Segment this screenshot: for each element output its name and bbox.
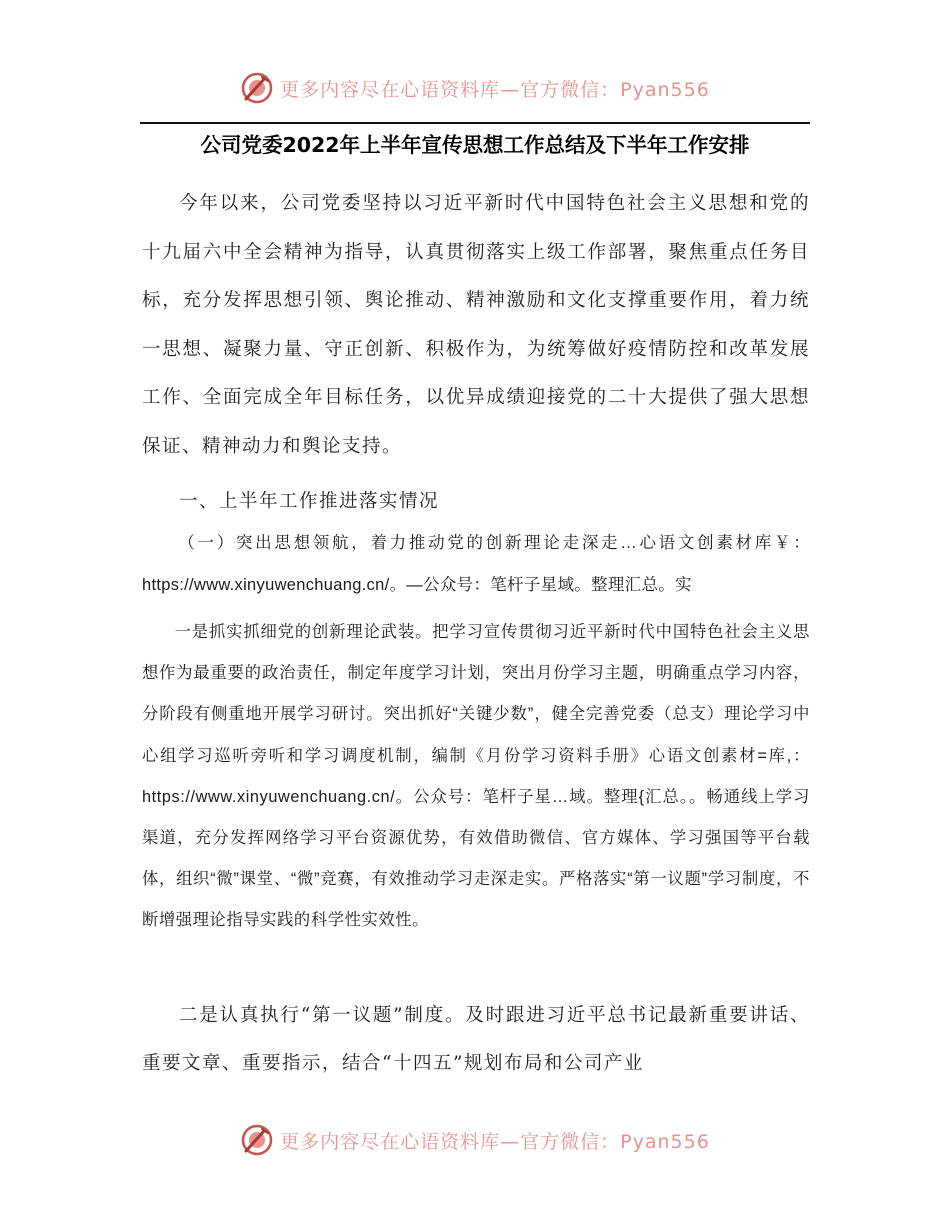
item-one-paragraph: 一是抓实抓细党的创新理论武装。把学习宣传贯彻习近平新时代中国特色社会主义思想作为最重要的政治责任，制定年度学习计划，突出月份学习主题，明确重点学习内容，分阶段有侧重地开展学习研讨。突出抓好“关键少数”，健全完善党委（总支）理论学习中心组学习巡听旁听和学习调度机制，编制《月份学习资料手册》心语文创素材=库,：https://www.xinyuwenchuang.cn/。公众号：笔杆子星…域。整理{汇总。。畅通线上学习渠道，充分发挥网络学习平台资源优势，有效借助微信、官方媒体、学习强国等平台载体，组织“微”课堂、“微”竞赛，有效推动学习走深走实。严格落实“第一议题”学习制度，不断增强理论指导实践的科学性实效性。 xyxy=(142,623,810,930)
section-heading: 一、上半年工作推进落实情况 xyxy=(179,491,440,512)
item-two-paragraph: 二是认真执行“第一议题”制度。及时跟进习近平总书记最新重要讲话、重要文章、重要指示，结合“十四五”规划布局和公司产业 xyxy=(142,1005,810,1074)
intro-paragraph: 今年以来，公司党委坚持以习近平新时代中国特色社会主义思想和党的十九届六中全会精神为指导，认真贯彻落实上级工作部署，聚焦重点任务目标，充分发挥思想引领、舆论推动、精神激励和文化支撑重要作用，着力统一思想、凝聚力量、守正创新、积极作为，为统筹做好疫情防控和改革发展工作、全面完成全年目标任务，以优异成绩迎接党的二十大提供了强大思想保证、精神动力和舆论支持。 xyxy=(142,193,810,457)
footer-watermark-banner xyxy=(0,1120,950,1160)
document-title: 公司党委2022年上半年宣传思想工作总结及下半年工作安排 xyxy=(200,133,750,157)
subsection-paragraph: （一）突出思想领航，着力推动党的创新理论走深走…心语文创素材库￥：https://www.xinyuwenchuang.cn/。—公众号：笔杆子星域。整理汇总。实 xyxy=(142,534,810,594)
watermark-text: 更多内容尽在心语资料库—官方微信：Pyan556 xyxy=(280,78,710,101)
header-rule xyxy=(140,122,810,124)
header-watermark-banner xyxy=(0,68,950,108)
red-seal-logo-icon xyxy=(240,71,274,105)
watermark-text: 更多内容尽在心语资料库—官方微信：Pyan556 xyxy=(280,1130,710,1153)
red-seal-logo-icon xyxy=(240,1123,274,1157)
